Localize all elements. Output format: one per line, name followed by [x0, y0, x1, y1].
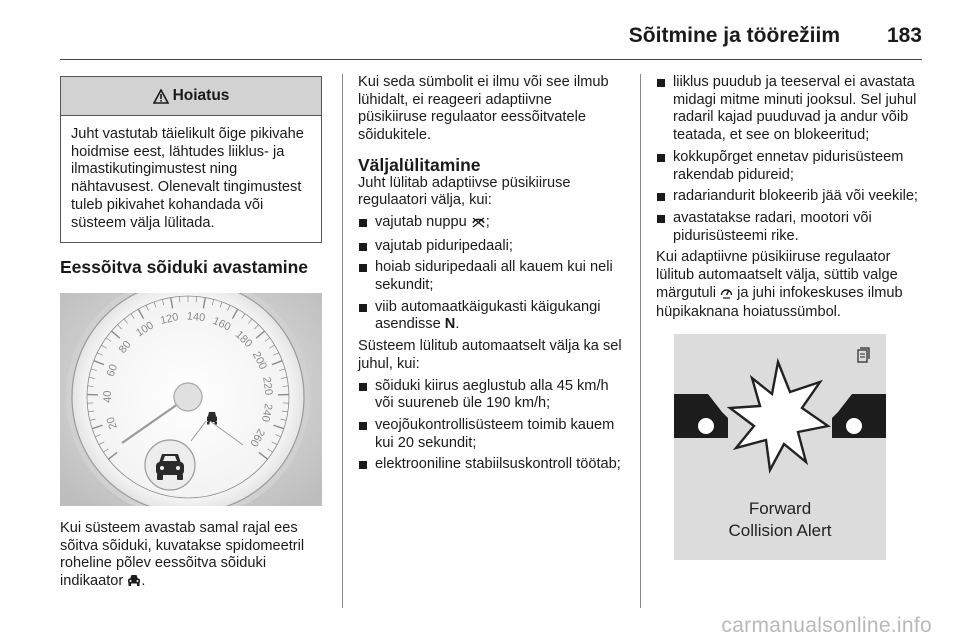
alert-line-1: Forward [748, 499, 812, 519]
cruise-control-indicator-icon [720, 287, 733, 305]
warning-triangle-icon [153, 89, 169, 104]
speedometer-label: 40 [101, 390, 114, 403]
alert-line-2: Collision Alert [728, 521, 832, 541]
list-item: radariandurit blokeerib jää või veekile; [656, 188, 924, 206]
speedometer-label: 100 [134, 319, 156, 340]
speedometer-label: 200 [249, 349, 269, 372]
list-item: liiklus puudub ja teeserval ei avastata midagi mitme minuti jooksul. Sel juhul radaril kajad puuduvad ja andur võib teatada, et see on blokeeritud; [656, 74, 924, 145]
list-item: viib automaatkäigukasti käigukangi asendisse N. [358, 299, 624, 334]
needle-hub [174, 383, 202, 411]
forward-collision-icon [674, 362, 886, 470]
speedometer-label: 260 [247, 426, 267, 449]
speedometer-illustration [60, 293, 322, 506]
auto-deactivation-lead: Süsteem lülitub automaatselt välja ka sel juhul, kui: [358, 338, 622, 372]
watermark: carmanualsonline.info [721, 614, 932, 637]
speedometer-label: 120 [159, 311, 180, 327]
column-middle [358, 74, 624, 478]
list-item: veojõukontrollisüsteem toimib kauem kui 20 sekundit; [358, 417, 624, 452]
list-item: avastatakse radari, mootori või pidurisüsteemi rike. [656, 210, 924, 245]
speedometer-label: 20 [104, 415, 120, 431]
deactivation-lead: Juht lülitab adaptiivse püsikiiruse regulaatori välja, kui: [358, 174, 571, 209]
warning-title: Hoiatus [172, 87, 230, 105]
header-rule [60, 59, 922, 60]
column-right [656, 74, 924, 560]
speedometer-label: 180 [232, 328, 255, 350]
list-item: kokkupõrget ennetav pidurisüsteem rakendab pidureid; [656, 149, 924, 184]
speedometer-label: 240 [258, 402, 275, 423]
column-divider-1 [342, 74, 343, 608]
info-page-icon [858, 348, 869, 362]
forward-collision-alert-illustration [674, 334, 886, 560]
speedometer-label: 140 [186, 310, 206, 325]
section-heading-deactivation: Väljalülitamine [358, 154, 481, 175]
list-item: sõiduki kiirus aeglustub alla 45 km/h või suureneb üle 190 km/h; [358, 378, 624, 413]
auto-deactivation-list [358, 378, 624, 475]
warning-text: Juht vastutab täielikult õige pikivahe hoidmise eest, lähtudes liiklus- ja ilmastikutingimustest ning nähtavusest. Olenevalt tingimustest tuleb pikivahet kohandada või süsteem välja lülitada. [71, 126, 304, 231]
cruise-control-cancel-icon [471, 216, 486, 234]
page-number: 183 [886, 24, 922, 47]
section-heading-detection: Eessõitva sõiduki avastamine [60, 257, 309, 278]
deactivation-list [358, 214, 624, 334]
auto-deactivation-list-continued [656, 74, 924, 245]
speedometer-label: 160 [210, 314, 233, 334]
page-header-title: Sõitmine ja töörežiim [628, 24, 840, 47]
list-item: elektrooniline stabiilsuskontroll töötab; [358, 456, 624, 474]
column-divider-2 [640, 74, 641, 608]
list-item: vajutab piduripedaali; [358, 238, 624, 256]
vehicle-ahead-indicator-icon [127, 574, 141, 593]
list-item: hoiab siduripedaali all kauem kui neli sekundit; [358, 259, 624, 294]
auto-off-body-text: Kui adaptiivne püsikiiruse regulaator lülitub automaatselt välja, süttib valge märgutuli ja juhi infokeskuses ilmub hüpikaknana hoiatussümbol. [656, 249, 903, 321]
speedometer-label: 80 [116, 338, 134, 356]
intro-text: Kui seda sümbolit ei ilmu või see ilmub lühidalt, ei reageeri adaptiivne püsikiiruse regulaator eessõitvatele sõidukitele. [358, 74, 609, 144]
warning-box [60, 76, 322, 243]
column-left [60, 74, 324, 593]
detection-body-text: Kui süsteem avastab samal rajal ees sõitva sõiduki, kuvatakse spidomeetril roheline põlev eessõitva sõiduki indikaator . [60, 520, 324, 593]
warning-header [61, 77, 321, 116]
list-item: vajutab nuppu ; [358, 214, 624, 234]
speedometer-label: 60 [104, 362, 121, 379]
speedometer-label: 220 [260, 376, 275, 396]
page-header [60, 14, 922, 54]
